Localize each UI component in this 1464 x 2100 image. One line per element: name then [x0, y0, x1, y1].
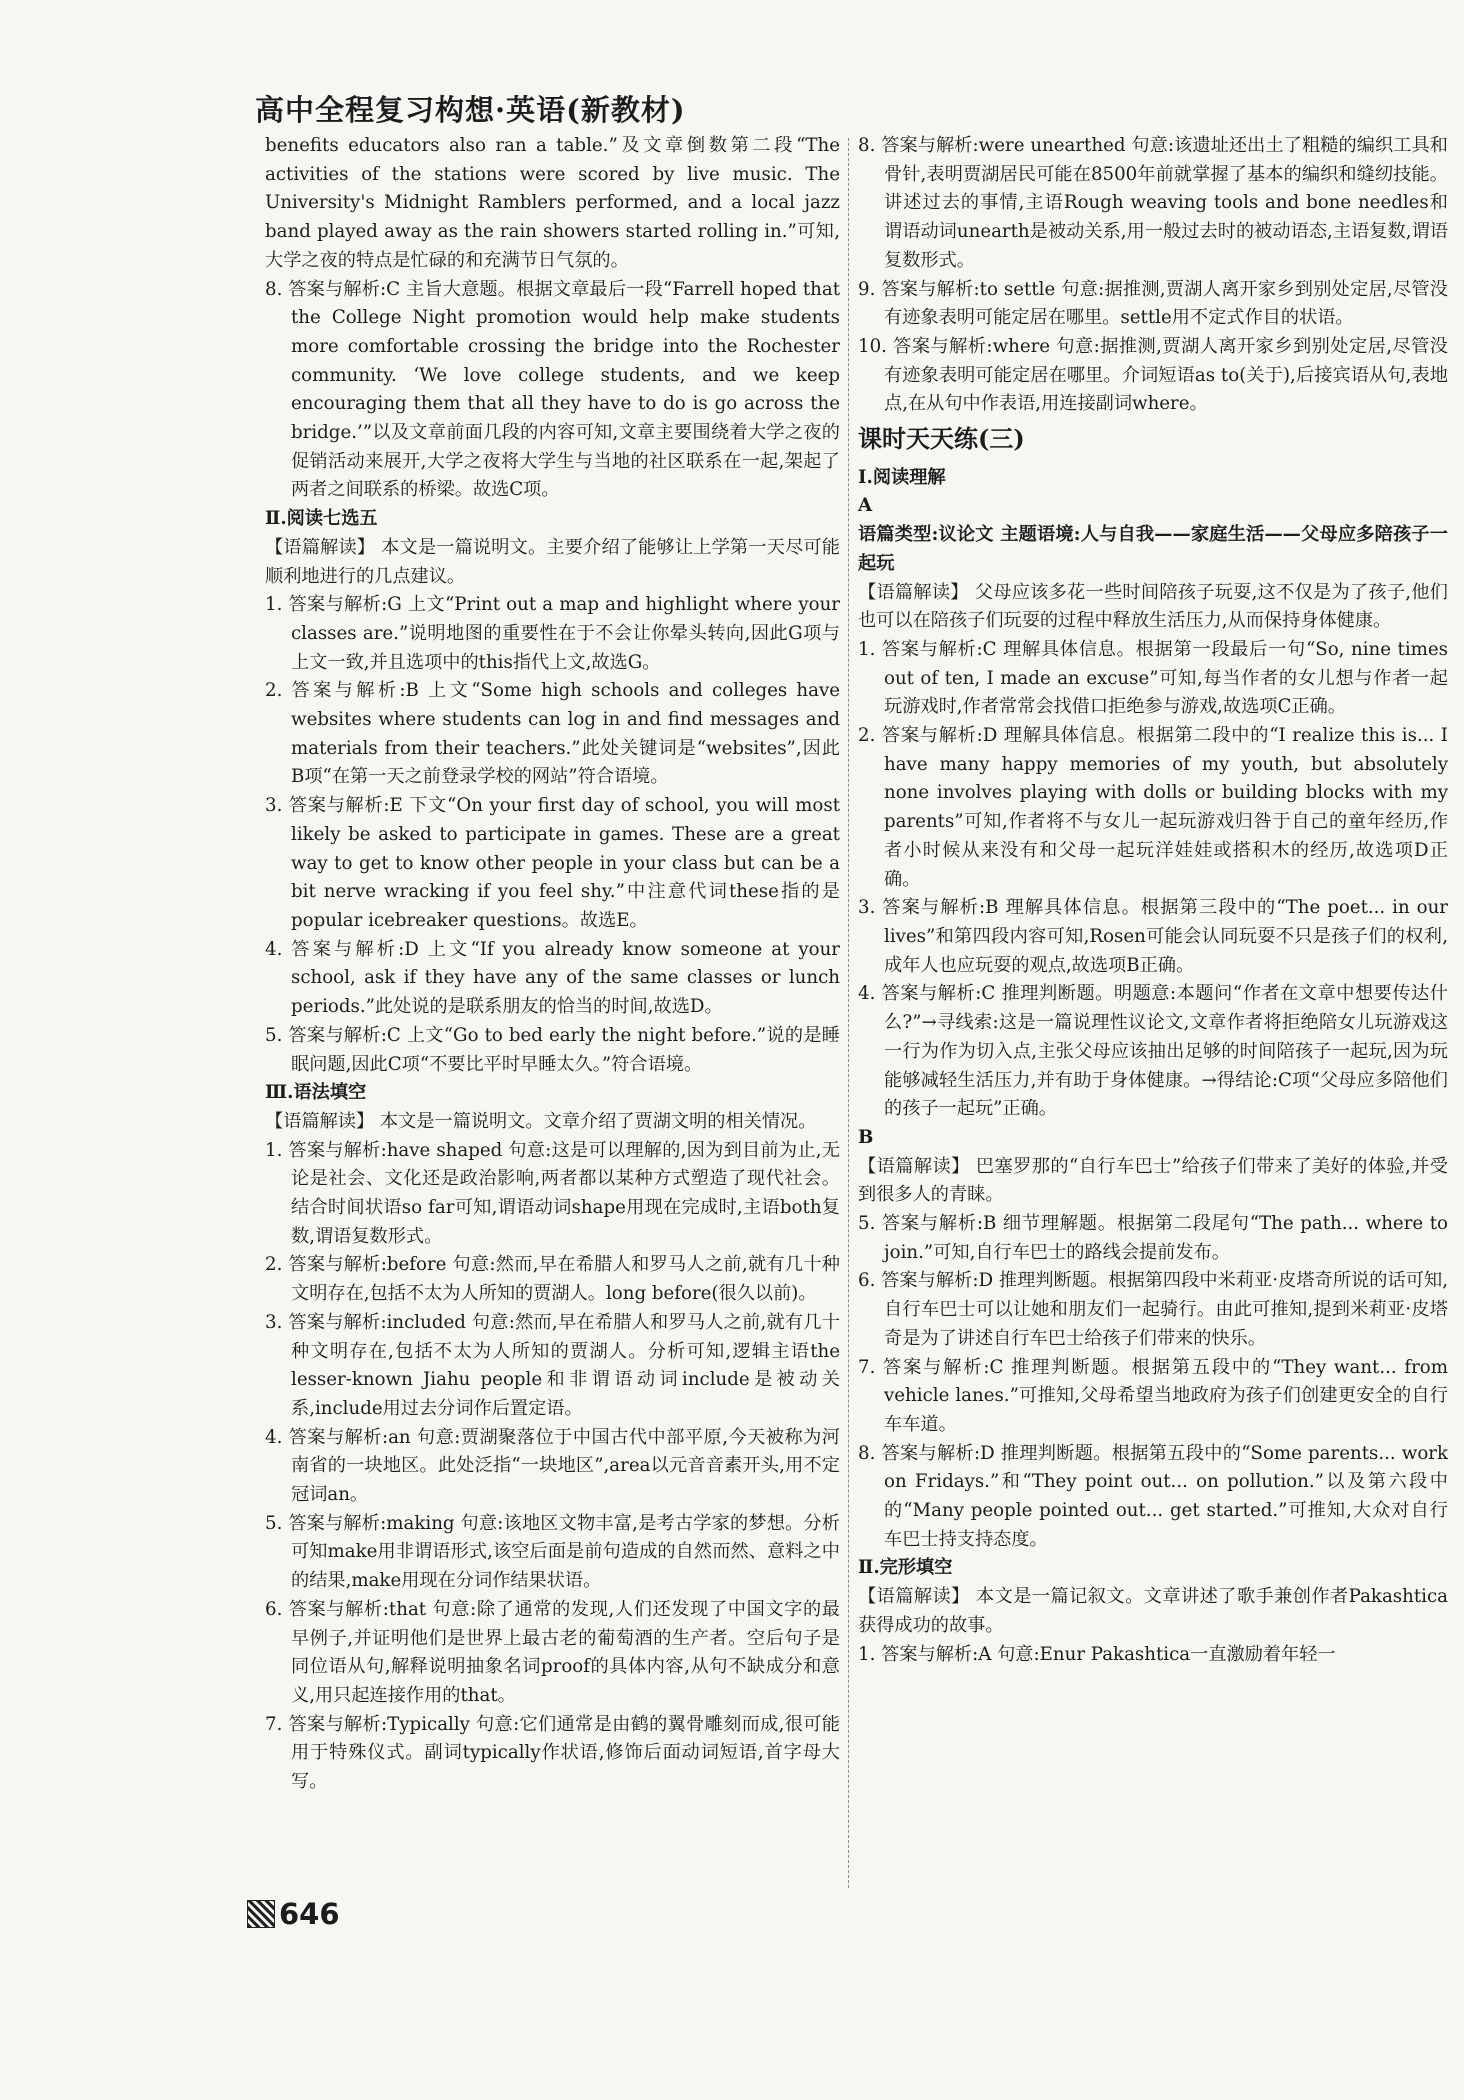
- answer-item: 6. 答案与解析:that 句意:除了通常的发现,人们还发现了中国文字的最早例子,并证明他们是世界上最古老的葡萄酒的生产者。空后句子是同位语从句,解释说明抽象名词proof的具体内容,从句不缺成分和意义,用只起连接作用的that。: [265, 1598, 840, 1706]
- paragraph: benefits educators also ran a table.”及文章倒数第二段“The activities of the stations were scored by live music. The University's Midnight Ramblers performed, and a local jazz band played away as the rain showers started rolling in.”可知,大学之夜的特点是忙碌的和充满节日气氛的。: [265, 135, 840, 271]
- answer-item: 1. 答案与解析:A 句意:Enur Pakashtica一直激励着年轻一: [858, 1643, 1336, 1665]
- passage-summary: 【语篇解读】 巴塞罗那的“自行车巴士”给孩子们带来了美好的体验,并受到很多人的青睐。: [858, 1155, 1448, 1206]
- page-number-text: 646: [279, 1897, 340, 1931]
- answer-item: 2. 答案与解析:before 句意:然而,早在希腊人和罗马人之前,就有几十种文明存在,包括不太为人所知的贾湖人。long before(很久以前)。: [265, 1254, 840, 1305]
- answer-item: 8. 答案与解析:D 推理判断题。根据第五段中的“Some parents... work on Fridays.”和“They point out... on pollution.”以及第六段中的“Many people pointed out... get started.”可推知,大众对自行车巴士持支持态度。: [858, 1442, 1448, 1550]
- answer-item: 4. 答案与解析:C 推理判断题。明题意:本题问“作者在文章中想要传达什么?”→寻线索:这是一篇说理性议论文,文章作者将拒绝陪女儿玩游戏这一行为作为切入点,主张父母应该抽出足够的时间陪孩子一起玩,因为玩能够减轻生活压力,并有助于身体健康。→得结论:C项“父母应多陪他们的孩子一起玩”正确。: [858, 983, 1448, 1120]
- answer-item: 2. 答案与解析:B 上文“Some high schools and colleges have websites where students can log in and find messages and materials from their teachers.”此处关键词是“websites”,因此B项“在第一天之前登录学校的网站”符合语境。: [265, 680, 840, 788]
- answer-item: 3. 答案与解析:B 理解具体信息。根据第三段中的“The poet... in our lives”和第四段内容可知,Rosen可能会认同玩耍不只是孩子们的权利,成年人也应玩耍的观点,故选项B正确。: [858, 897, 1448, 976]
- page-number: [247, 1897, 340, 1931]
- section-heading: Ⅱ.完形填空: [858, 1557, 953, 1579]
- answer-item: 4. 答案与解析:D 上文“If you already know someone at your school, ask if they have any of the same classes or lunch periods.”此处说的是联系朋友的恰当的时间,故选D。: [265, 938, 840, 1018]
- answer-item: 6. 答案与解析:D 推理判断题。根据第四段中米莉亚·皮塔奇所说的话可知,自行车巴士可以让她和朋友们一起骑行。由此可推知,提到米莉亚·皮塔奇是为了讲述自行车巴士给孩子们带来的快乐。: [858, 1270, 1448, 1349]
- left-column: [265, 132, 840, 1797]
- section-heading: Ⅰ.阅读理解: [858, 466, 946, 488]
- answer-item: 1. 答案与解析:have shaped 句意:这是可以理解的,因为到目前为止,无论是社会、文化还是政治影响,两者都以某种方式塑造了现代社会。结合时间状语so far可知,谓语动词shape用现在完成时,主语both复数,谓语复数形式。: [265, 1139, 840, 1247]
- passage-type: 语篇类型:议论文 主题语境:人与自我——家庭生活——父母应多陪孩子一起玩: [858, 524, 1448, 574]
- answer-item: 5. 答案与解析:C 上文“Go to bed early the night before.”说的是睡眠问题,因此C项“不要比平时早睡太久。”符合语境。: [265, 1024, 840, 1075]
- passage-summary: 【语篇解读】 本文是一篇记叙文。文章讲述了歌手兼创作者Pakashtica获得成功的故事。: [858, 1586, 1448, 1636]
- answer-item: 5. 答案与解析:B 细节理解题。根据第二段尾句“The path... where to join.”可知,自行车巴士的路线会提前发布。: [858, 1213, 1448, 1263]
- publisher-logo-icon: [247, 1900, 275, 1928]
- answer-item: 10. 答案与解析:where 句意:据推测,贾湖人离开家乡到别处定居,尽管没有迹象表明可能定居在哪里。介词短语as to(关于),后接宾语从句,表地点,在从句中作表语,用连接副词where。: [858, 335, 1448, 415]
- part-heading: B: [858, 1126, 874, 1148]
- answer-item: 7. 答案与解析:Typically 句意:它们通常是由鹤的翼骨雕刻而成,很可能用于特殊仪式。副词typically作状语,修饰后面动词短语,首字母大写。: [265, 1713, 840, 1793]
- column-divider: [848, 138, 849, 1888]
- right-column: [858, 132, 1448, 1669]
- answer-item: 1. 答案与解析:G 上文“Print out a map and highlight where your classes are.”说明地图的重要性在于不会让你晕头转向,因此G项与上文一致,并且选项中的this指代上文,故选G。: [265, 594, 840, 673]
- answer-item: 2. 答案与解析:D 理解具体信息。根据第二段中的“I realize this is... I have many happy memories of my youth, but absolutely none involves playing with dolls or building blocks with my parents”可知,作者将不与女儿一起玩游戏归咎于自己的童年经历,作者小时候从来没有和父母一起玩洋娃娃或搭积木的经历,故选项D正确。: [858, 725, 1448, 890]
- answer-item: 7. 答案与解析:C 推理判断题。根据第五段中的“They want... from vehicle lanes.”可推知,父母希望当地政府为孩子们创建更安全的自行车车道。: [858, 1356, 1448, 1435]
- passage-summary: 【语篇解读】 本文是一篇说明文。文章介绍了贾湖文明的相关情况。: [265, 1110, 817, 1132]
- answer-item: 5. 答案与解析:making 句意:该地区文物丰富,是考古学家的梦想。分析可知make用非谓语形式,该空后面是前句造成的自然而然、意料之中的结果,make用现在分词作结果状语。: [265, 1512, 840, 1592]
- answer-item: 3. 答案与解析:included 句意:然而,早在希腊人和罗马人之前,就有几十种文明存在,包括不太为人所知的贾湖人。分析可知,逻辑主语the lesser-known Jiahu people和非谓语动词include是被动关系,include用过去分词作后置定语。: [265, 1311, 840, 1419]
- passage-summary: 【语篇解读】 本文是一篇说明文。主要介绍了能够让上学第一天尽可能顺利地进行的几点建议。: [265, 536, 840, 587]
- answer-item: 4. 答案与解析:an 句意:贾湖聚落位于中国古代中部平原,今天被称为河南省的一块地区。此处泛指“一块地区”,area以元音音素开头,用不定冠词an。: [265, 1426, 840, 1506]
- answer-item: 8. 答案与解析:were unearthed 句意:该遗址还出土了粗糙的编织工具和骨针,表明贾湖居民可能在8500年前就掌握了基本的编织和缝纫技能。讲述过去的事情,主语Rough weaving tools and bone needles和谓语动词unearth是被动关系,用一般过去时的被动语态,主语复数,谓语复数形式。: [858, 135, 1448, 271]
- running-header: 高中全程复习构想·英语(新教材): [255, 93, 686, 127]
- lesson-title: 课时天天练(三): [858, 424, 1025, 454]
- answer-item: 9. 答案与解析:to settle 句意:据推测,贾湖人离开家乡到别处定居,尽管没有迹象表明可能定居在哪里。settle用不定式作目的状语。: [858, 278, 1448, 329]
- part-heading: A: [858, 495, 873, 517]
- answer-item: 3. 答案与解析:E 下文“On your first day of school, you will most likely be asked to participate in games. These are a great way to get to know other people in your class but can be a bit nerve wracking if you feel shy.”中注意代词these指的是popular icebreaker questions。故选E。: [265, 795, 840, 931]
- answer-item: 8. 答案与解析:C 主旨大意题。根据文章最后一段“Farrell hoped that the College Night promotion would help make students more comfortable crossing the bridge into the Rochester community. ‘We love college students, and we keep encouraging them that all they have to do is go across the bridge.’”以及文章前面几段的内容可知,文章主要围绕着大学之夜的促销活动来展开,大学之夜将大学生与当地的社区联系在一起,架起了两者之间联系的桥梁。故选C项。: [265, 278, 840, 501]
- passage-summary: 【语篇解读】 父母应该多花一些时间陪孩子玩耍,这不仅是为了孩子,他们也可以在陪孩子们玩耍的过程中释放生活压力,从而保持身体健康。: [858, 581, 1448, 632]
- answer-item: 1. 答案与解析:C 理解具体信息。根据第一段最后一句“So, nine times out of ten, I made an excuse”可知,每当作者的女儿想与作者一起玩游戏时,作者常常会找借口拒绝参与游戏,故选项C正确。: [858, 638, 1448, 718]
- section-heading: Ⅲ.语法填空: [265, 1082, 367, 1104]
- section-heading: Ⅱ.阅读七选五: [265, 508, 378, 530]
